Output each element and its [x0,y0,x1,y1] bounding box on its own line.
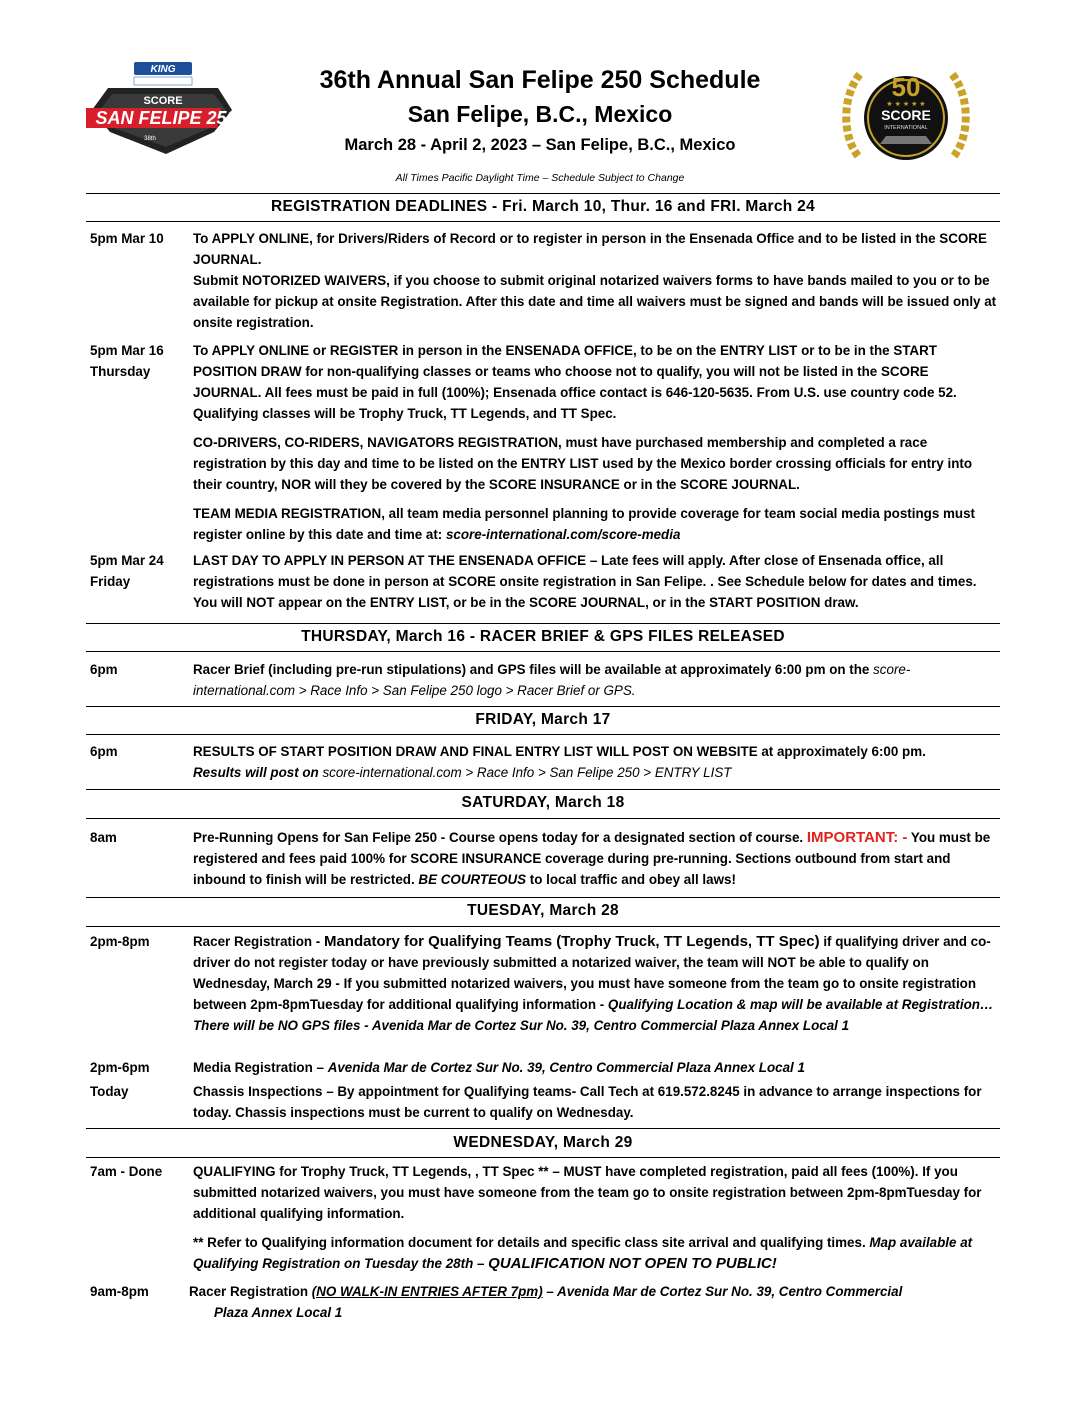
logo-50-text: 50 [891,72,921,102]
divider [86,789,1000,790]
entry-text-part: QUALIFICATION NOT OPEN TO PUBLIC! [488,1255,777,1272]
divider [86,706,1000,707]
entry-day: Thursday [90,364,151,379]
entry-text: CO-DRIVERS, CO-RIDERS, NAVIGATORS REGISTRATION, must have purchased membership and completed a race registration by this day and time to be listed on the ENTRY LIST used by the Mexico border crossing officials for entry into their country, NOR will they be covered by the SCORE INSURANCE or in the SCORE JOURNAL. [193,435,973,492]
entry-text: LAST DAY TO APPLY IN PERSON AT THE ENSENADA OFFICE – Late fees will apply. After close of Ensenada office, all registrations must be done in person at SCORE onsite registration in San Felipe. . See Schedule below for dates and times. You will NOT appear on the ENTRY LIST, or be in the SCORE JOURNAL, or in the START POSITION draw. [193,553,977,610]
entry-text-part: You must be registered and fees paid 100% for SCORE INSURANCE coverage during pre-running. Sections outbound from start and inbound to finish will be restricted. [193,830,991,887]
logo-king-text: KING [150,64,176,75]
entry-time: 6pm [90,744,118,759]
page-subtitle: San Felipe, B.C., Mexico [407,101,673,127]
entry-text: Submit NOTORIZED WAIVERS, if you choose to submit original notarized waivers forms to have bands mailed to you or to be available for pickup at onsite Registration. After this date and time all waivers must be signed and bands will be issued only at onsite registration. [193,273,997,330]
entry-text-part: to local traffic and obey all laws! [526,872,736,887]
section-heading-friday: FRIDAY, March 17 [475,711,611,728]
entry-text-part: TEAM MEDIA REGISTRATION, all team media personnel planning to provide coverage for team social media postings must register online by this date and time at: [193,506,976,542]
entry-text: QUALIFYING for Trophy Truck, TT Legends, , TT Spec ** – MUST have completed registration, paid all fees (100%). If you submitted notarized waivers, you must have someone from the team go to onsite registration between 2pm-8pmTuesday for additional qualifying information. [193,1164,982,1221]
san-felipe-250-logo [86,58,238,158]
entry-text [193,1057,998,1078]
entry-text [189,1281,994,1302]
divider [86,651,1000,652]
divider [86,193,1000,194]
racer-brief-link[interactable]: score-international.com > Race Info > San Felipe 250 logo > Racer Brief or GPS. [193,662,911,698]
entry-day: Friday [90,574,131,589]
entry-text [193,827,998,890]
entry-text: Chassis Inspections – By appointment for Qualifying teams- Call Tech at 619.572.8245 in advance to arrange inspections for today. Chassis inspections must be current to qualify on Wednesday. [193,1084,982,1120]
entry-time: 2pm-6pm [90,1060,150,1075]
entry-text: To APPLY ONLINE or REGISTER in person in the ENSENADA OFFICE, to be on the ENTRY LIST or to be in the START POSITION DRAW for non-qualifying classes or teams who choose not to qualify, you will not be listed in the SCORE JOURNAL. All fees must be paid in full (100%); Ensenada office contact is 646-120-5635. From U.S. use country code 52. Qualifying classes will be Trophy Truck, TT Legends, and TT Spec. [193,343,957,421]
entry-text: Plaza Annex Local 1 [214,1305,343,1320]
entry-text-part: Racer Registration [189,1284,312,1299]
divider [86,1157,1000,1158]
logo-san-felipe-text: SAN FELIPE 250 [95,108,237,128]
entry-text-part: Media Registration – [193,1060,328,1075]
entry-text [193,1232,998,1274]
logo-score-text: SCORE [143,95,183,107]
timezone-note: All Times Pacific Daylight Time – Schedule Subject to Change [395,172,685,184]
entry-text-part: ** Refer to Qualifying information document for details and specific class site arrival and qualifying times. [193,1235,870,1250]
entry-time: 5pm Mar 16 [90,343,164,358]
entry-text-part: Racer Registration - [193,934,324,949]
entry-text-part: Mandatory for Qualifying Teams (Trophy Truck, TT Legends, TT Spec) [323,933,820,950]
section-heading-tuesday: TUESDAY, March 28 [467,902,619,919]
entry-time: Today [90,1084,129,1099]
entry-time: 7am - Done [90,1164,163,1179]
section-heading-wednesday: WEDNESDAY, March 29 [453,1134,633,1151]
entry-text [193,762,998,783]
entry-time: 9am-8pm [90,1284,149,1299]
entry-text [193,931,998,1036]
divider [86,1128,1000,1129]
logo-international-text: INTERNATIONAL [884,125,928,131]
entry-list-link[interactable]: score-international.com > Race Info > San Felipe 250 > ENTRY LIST [322,765,732,780]
page-title: 36th Annual San Felipe 250 Schedule [319,66,761,94]
divider [86,734,1000,735]
entry-text-part: Map available at Qualifying Registration on Tuesday the 28th – [193,1235,973,1271]
section-heading-registration: REGISTRATION DEADLINES - Fri. March 10, Thur. 16 and FRI. March 24 [270,198,816,215]
divider [86,818,1000,819]
divider [86,926,1000,927]
svg-text:★ ★ ★ ★ ★: ★ ★ ★ ★ ★ [886,101,926,108]
score-50th-anniversary-logo [838,56,974,172]
entry-time: 5pm Mar 10 [90,231,164,246]
section-heading-saturday: SATURDAY, March 18 [461,794,625,811]
entry-text [193,503,998,545]
entry-text-part: Results will post on [193,765,323,780]
section-heading-thursday: THURSDAY, March 16 - RACER BRIEF & GPS FILES RELEASED [301,628,785,645]
entry-text [193,659,998,701]
entry-text-part: - Qualifying Location & map will be available at Registration… There will be NO GPS files - Avenida Mar de Cortez Sur No. 39, Centro Commercial Plaza Annex Local 1 [193,997,994,1033]
entry-time: 5pm Mar 24 [90,553,164,568]
event-dates: March 28 - April 2, 2023 – San Felipe, B.C., Mexico [344,136,736,154]
entry-time: 8am [90,830,117,845]
entry-text-part: Pre-Running Opens for San Felipe 250 - Course opens today for a designated section of course. [193,830,807,845]
divider [86,897,1000,898]
entry-text-part: (NO WALK-IN ENTRIES AFTER 7pm) [311,1284,543,1299]
logo-score-text-right: SCORE [881,107,931,123]
entry-text: RESULTS OF START POSITION DRAW AND FINAL ENTRY LIST WILL POST ON WEBSITE at approximately 6:00 pm. [193,744,926,759]
entry-time: 2pm-8pm [90,934,150,949]
entry-text-part: Avenida Mar de Cortez Sur No. 39, Centro Commercial Plaza Annex Local 1 [327,1060,805,1075]
entry-text-part: BE COURTEOUS [418,872,527,887]
entry-text-part: – Avenida Mar de Cortez Sur No. 39, Centro Commercial [542,1284,903,1299]
entry-time: 6pm [90,662,118,677]
entry-text-part: if qualifying driver and co-driver do not register today or have previously submitted a notarized waiver, the team will NOT be able to qualify on Wednesday, March 29 - If you submitted notarized waivers, you must have someone from the team go to onsite registration between 2pm-8pmTuesday for additional qualifying information [193,934,991,1012]
divider [86,623,1000,624]
divider [86,221,1000,222]
logo-sub-text: 38th [144,136,156,142]
important-label: IMPORTANT: - [806,829,908,846]
entry-text-part: Racer Brief (including pre-run stipulations) and GPS files will be available at approximately 6:00 pm on the [193,662,874,677]
entry-text: To APPLY ONLINE, for Drivers/Riders of Record or to register in person in the Ensenada Office and to be listed in the SCORE JOURNAL. [193,231,987,267]
score-media-link[interactable]: score-international.com/score-media [445,527,681,542]
